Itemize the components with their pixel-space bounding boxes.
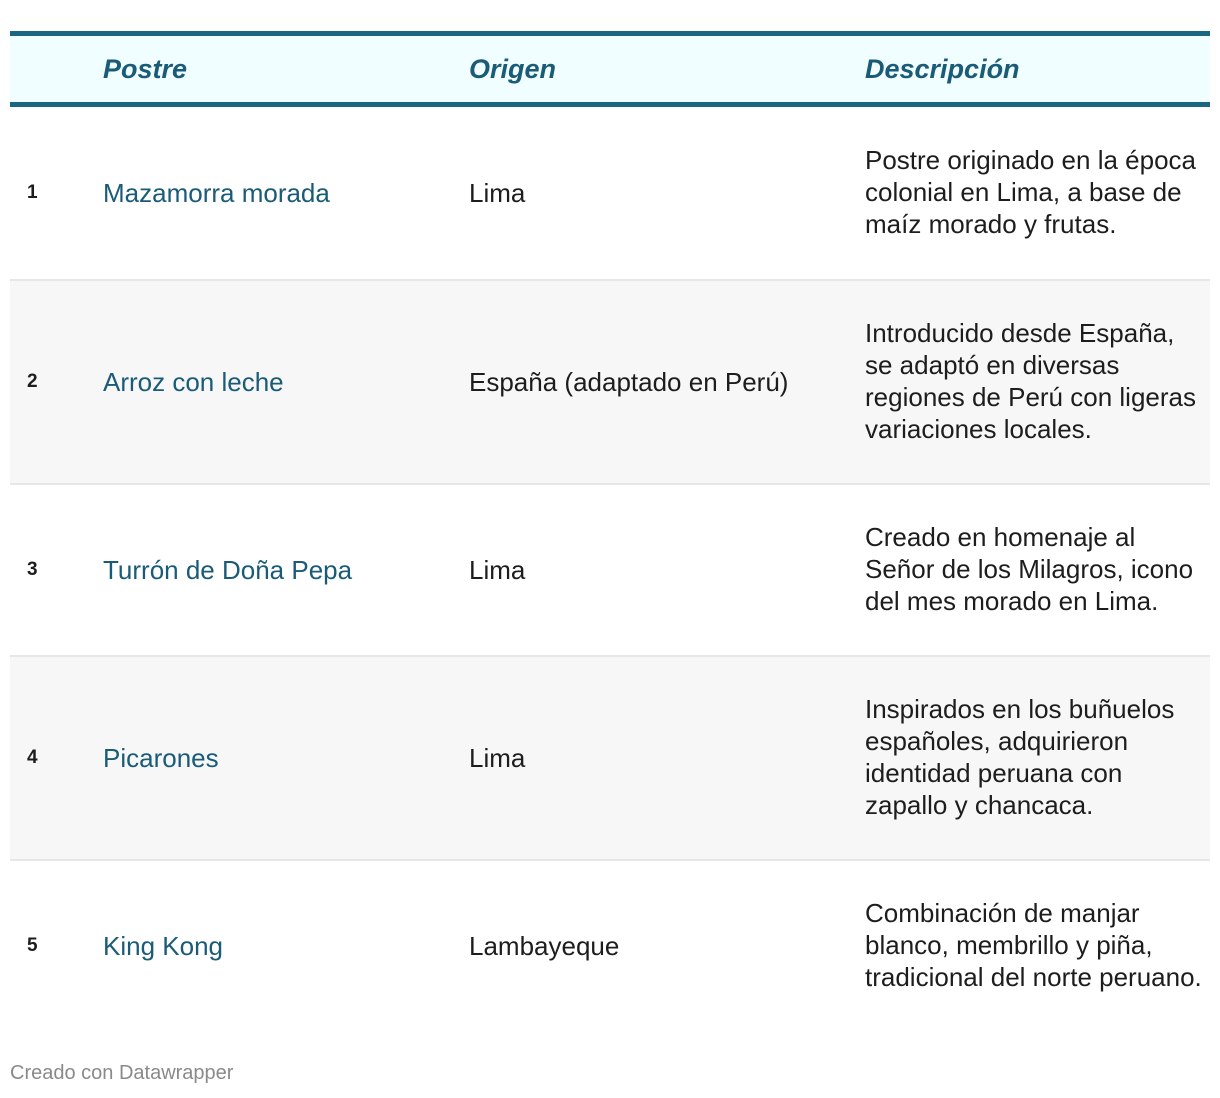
cell-origen: Lima [469,555,526,585]
row-number: 4 [27,747,38,768]
cell-origen: Lambayeque [469,931,620,961]
cell-descripcion: Postre originado en la época colonial en Lima, a base de maíz morado y frutas. [865,145,1197,239]
footer-credit[interactable]: Creado con Datawrapper [10,1062,234,1084]
row-number: 3 [27,559,38,580]
table-header [10,34,1210,105]
row-number: 1 [27,182,38,203]
cell-postre: King Kong [103,931,223,961]
table-body [10,105,1210,1032]
cell-postre: Mazamorra morada [103,178,330,208]
row-number: 2 [27,371,38,392]
cell-origen: Lima [469,178,526,208]
header-descripcion[interactable]: Descripción [865,53,1020,84]
cell-descripcion: Introducido desde España, se adaptó en diversas regiones de Perú con ligeras variaciones locales. [865,318,1196,444]
header-row [10,34,1210,105]
cell-descripcion: Inspirados en los buñuelos españoles, adquirieron identidad peruana con zapallo y chancaca. [865,694,1175,820]
cell-postre: Picarones [103,743,219,773]
header-postre[interactable]: Postre [103,53,188,84]
desserts-table [10,31,1210,1031]
table-row [10,860,1210,1031]
cell-descripcion: Combinación de manjar blanco, membrillo y piña, tradicional del norte peruano. [865,898,1202,992]
row-number: 5 [27,935,38,956]
cell-origen: Lima [469,743,526,773]
cell-postre: Arroz con leche [103,367,284,397]
cell-postre: Turrón de Doña Pepa [103,555,353,585]
cell-origen: España (adaptado en Perú) [469,367,789,397]
header-number [10,34,103,105]
data-table-container [10,31,1210,1031]
table-row [10,656,1210,860]
header-origen[interactable]: Origen [469,53,557,84]
table-row [10,280,1210,484]
table-row [10,105,1210,281]
cell-descripcion: Creado en homenaje al Señor de los Milagros, icono del mes morado en Lima. [865,522,1194,616]
table-row [10,484,1210,656]
